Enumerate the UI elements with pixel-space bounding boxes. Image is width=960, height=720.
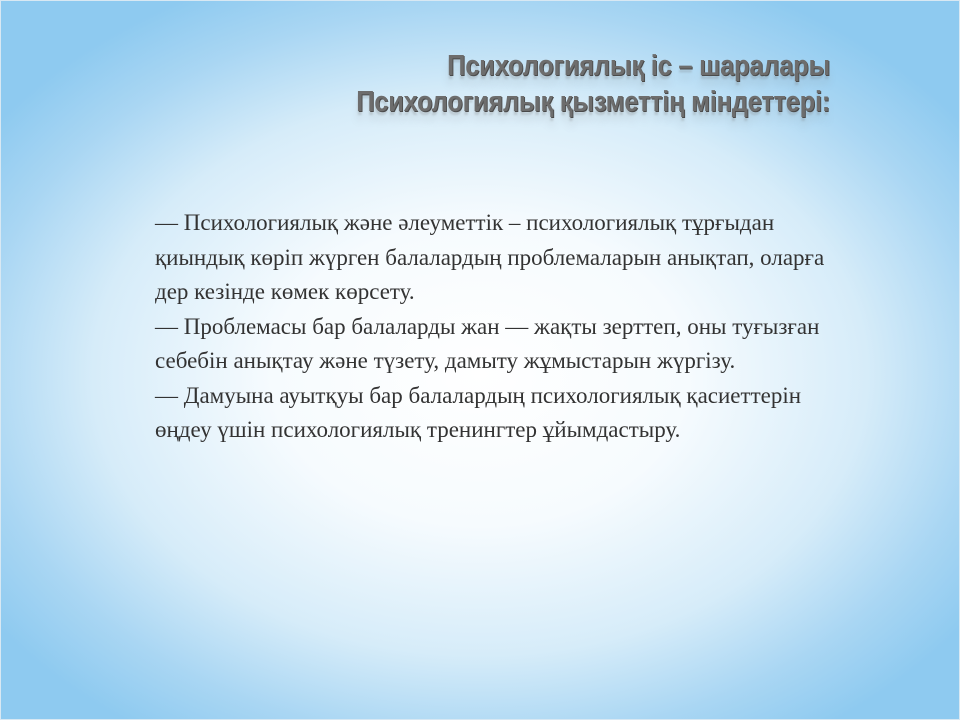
slide-title [100,48,830,120]
title-line-1: Психологиялық іс – шаралары [447,50,830,82]
paragraph-2: — Проблемасы бар балаларды жан — жақты зерттеп, оны туғызған себебін анықтау және түзету, дамыту жұмыстарын жүргізу. [155,313,820,373]
slide-body [155,206,845,448]
paragraph-3: — Дамуына ауытқуы бар балалардың психологиялық қасиеттерін өңдеу үшін психологиялық тренингтер ұйымдастыру. [155,382,802,442]
title-line-2: Психологиялық қызметтің міндеттері: [356,86,830,118]
paragraph-1: — Психологиялық және әлеуметтік – психологиялық тұрғыдан қиындық көріп жүрген балалардың проблемаларын анықтап, оларға дер кезінде көмек көрсету. [155,210,825,304]
